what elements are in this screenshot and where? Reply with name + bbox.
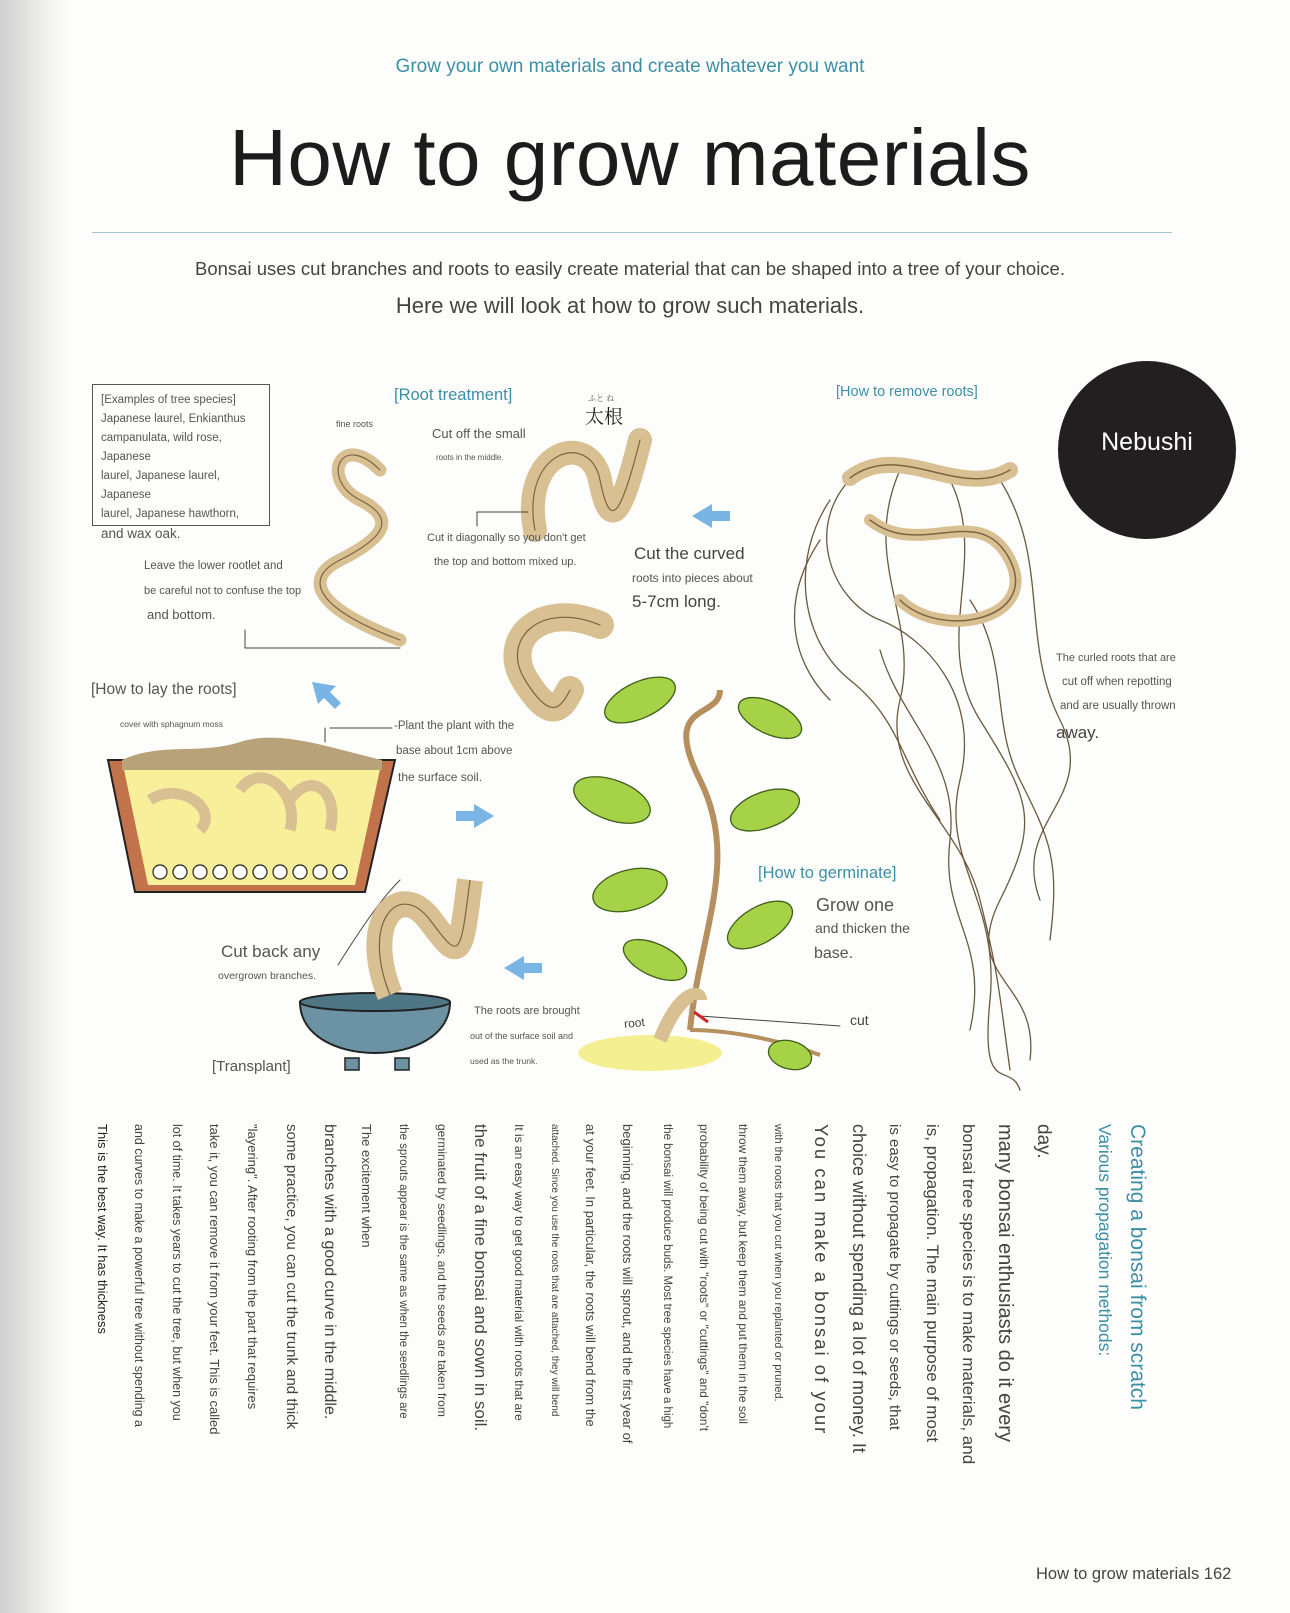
body-line: at your feet. In particular, the roots will bend from the [583,1124,598,1427]
curled-roots-text-1: The curled roots that are [1056,652,1176,664]
examples-line: laurel, Japanese laurel, Japanese [101,470,220,501]
transplant-heading: [Transplant] [212,1058,291,1075]
examples-line: and wax oak. [101,526,181,541]
body-line: is, propagation. The main purpose of most [923,1124,942,1443]
leave-rootlet-text: Leave the lower rootlet and [144,560,283,572]
removed-roots-drawing [795,470,1071,1090]
cut-small-roots-text-2: roots in the middle. [436,453,504,462]
seedbed-pot-drawing [108,738,395,892]
sphagnum-moss-label: cover with sphagnum moss [120,719,223,729]
grow-one-text-1: Grow one [816,895,895,915]
body-line: lot of time. It takes years to cut the tree, but when you [170,1124,184,1421]
germinate-heading: [How to germinate] [758,864,897,882]
body-line: and curves to make a powerful tree without spending a [132,1124,146,1427]
roots-brought-text-3: used as the trunk. [470,1056,538,1066]
body-line: with the roots that you cut when you replanted or pruned. [772,1124,784,1402]
plant-base-text-2: base about 1cm above [396,745,513,757]
roots-brought-text-2: out of the surface soil and [470,1031,574,1041]
root-label: root [623,1014,646,1032]
body-line: You can make a bonsai of your [811,1124,832,1436]
cut-diagonal-text-2: the top and bottom mixed up. [434,556,577,568]
grow-one-text-2: and thicken the [815,920,910,936]
arrow-right-icon [456,804,494,828]
transplant-bowl-drawing [300,880,470,1070]
body-line: the bonsai will produce buds. Most tree species have a high [661,1124,673,1429]
examples-line: laurel, Japanese hawthorn, [101,508,240,520]
body-line: attached. Since you use the roots that are attached, they will bend [549,1124,560,1417]
body-line: It is an easy way to get good material with roots that are [512,1124,526,1421]
cut-label: cut [850,1012,869,1028]
cut-diagonal-text: Cut it diagonally so you don't get [427,532,586,544]
cut-curved-roots-text-3: 5-7cm long. [632,592,721,611]
cut-curved-roots-text: Cut the curved [634,544,745,563]
arrow-left-2-icon [504,956,542,980]
tree-species-examples-box [92,384,270,541]
body-line: throw them away, but keep them and put them in the soil [736,1124,750,1424]
examples-line: [Examples of tree species] [101,394,236,406]
body-line: beginning, and the roots will sprout, and the first year of [620,1124,635,1444]
page-title: How to grow materials [229,113,1031,202]
plant-base-text-3: the surface soil. [398,770,483,784]
page-subtitle: Grow your own materials and create whatever you want [395,56,865,77]
curled-roots-text-2: cut off when repotting [1062,676,1172,688]
cut-curved-roots-text-2: roots into pieces about [632,571,753,585]
body-line: "layering". After rooting from the part that requires [245,1124,260,1410]
root-piece-middle [533,440,640,530]
root-piece-left [320,455,400,640]
thick-curled-roots [850,465,1016,621]
arrow-down-left-icon [312,682,341,709]
plant-base-text-1: -Plant the plant with the [394,720,515,732]
leader-diagonal [477,512,528,526]
leader-cut [700,1016,840,1026]
page-number-footer: How to grow materials 162 [1036,1565,1232,1583]
examples-line: Japanese laurel, Enkianthus [101,413,246,425]
title-divider [92,232,1172,233]
body-line: some practice, you can cut the trunk and thick [283,1124,300,1430]
body-line: the sprouts appear is the same as when the seedlings are [397,1124,409,1419]
curled-roots-text-4: away. [1056,723,1100,742]
root-piece-curved [517,617,600,707]
remove-roots-heading: [How to remove roots] [836,384,978,400]
kanji-furigana: ふと ね [588,394,615,403]
body-subheading: Various propagation methods: [1095,1124,1115,1357]
body-line: take it, you can remove it from your feet. This is called [207,1124,222,1435]
body-line: bonsai tree species is to make materials, and [959,1124,978,1465]
thick-root-kanji: 太根 [585,406,624,428]
intro-line-2: Here we will look at how to grow such materials. [395,293,865,318]
cut-small-roots-text: Cut off the small [432,426,526,441]
arrow-left-icon [692,504,730,528]
body-line: This is the best way. It has thickness [95,1124,110,1335]
cut-back-text-2: overgrown branches. [218,970,317,982]
examples-line: campanulata, wild rose, Japanese [101,432,222,463]
nebushi-badge-label: Nebushi [1101,428,1193,456]
body-line: choice without spending a lot of money. It [849,1124,869,1453]
body-line: many bonsai enthusiasts do it every [994,1124,1016,1442]
roots-brought-text-1: The roots are brought [474,1005,580,1017]
intro-line-1: Bonsai uses cut branches and roots to easily create material that can be shaped into a tree of your choice. [194,258,1065,279]
cut-back-text-1: Cut back any [221,942,321,961]
body-heading: Creating a bonsai from scratch [1126,1124,1149,1410]
leave-rootlet-text-2: be careful not to confuse the top [144,585,302,597]
fine-roots-label: fine roots [336,419,374,429]
root-treatment-heading: [Root treatment] [394,386,513,404]
body-line: the fruit of a fine bonsai and sown in soil. [471,1124,490,1432]
leave-rootlet-text-3: and bottom. [147,607,216,622]
curled-roots-text-3: and are usually thrown [1060,700,1176,712]
lay-roots-heading: [How to lay the roots] [91,681,237,698]
body-line: branches with a good curve in the middle. [321,1124,338,1420]
body-line: probability of being cut with "roots" or "cuttings" and "don't [697,1124,711,1432]
grow-one-text-3: base. [814,945,854,962]
body-line: The excitement when [359,1124,374,1248]
body-line: is easy to propagate by cuttings or seeds, that [886,1124,903,1431]
body-line: day. [1033,1124,1054,1159]
body-line: germinated by seedlings, and the seeds are taken from [435,1124,449,1417]
